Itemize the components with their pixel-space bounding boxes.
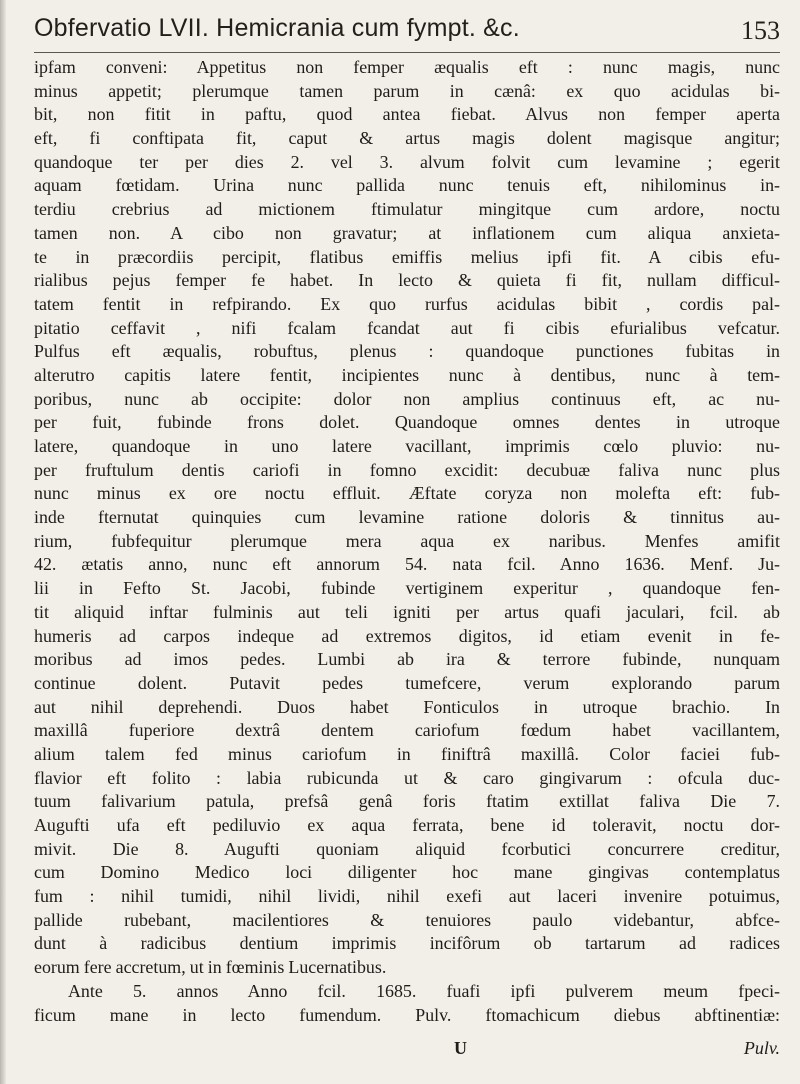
- text-line: mivit. Die 8. Augufti quoniam aliquid fcorbutici concurrere creditur,: [34, 838, 780, 859]
- text-line: dunt à radicibus dentium imprimis incifôrum ob tartarum ad radices: [34, 933, 780, 954]
- text-line: eorum fere accretum, ut in fœminis Lucernatibus.: [34, 957, 387, 978]
- page-footer: [34, 1038, 780, 1064]
- text-line: per fruftulum dentis cariofi in fomno excidit: decubuæ faliva nunc plus: [34, 459, 780, 480]
- text-line: ficum mane in lecto fumendum. Pulv. ftomachicum diebus abftinentiæ:: [34, 1004, 780, 1025]
- page-gutter-shadow: [0, 0, 6, 1084]
- text-line: fum : nihil tumidi, nihil lividi, nihil exefi aut laceri invenire potuimus,: [34, 886, 780, 907]
- text-line: pitatio ceffavit , nifi fcalam fcandat aut fi cibis efurialibus vefcatur.: [34, 317, 780, 338]
- text-line: flavior eft folito : labia rubicunda ut & caro gingivarum : ofcula duc-: [34, 767, 780, 788]
- text-line: tatem fentit in refpirando. Ex quo rurfus acidulas bibit , cordis pal-: [34, 293, 780, 314]
- page-header: [34, 10, 780, 53]
- body-text: [34, 56, 780, 1027]
- running-head: Obfervatio LVII. Hemicrania cum fympt. &c.: [34, 14, 520, 42]
- text-line: cum Domino Medico loci diligenter hoc mane gingivas contemplatus: [34, 862, 780, 883]
- text-line: nunc minus ex ore noctu effluit. Æftate coryza non molefta eft: fub-: [34, 483, 780, 504]
- text-line: Pulfus eft æqualis, robuftus, plenus : quandoque punctiones fubitas in: [34, 341, 780, 362]
- text-line: rialibus pejus femper fe habet. In lecto & quieta fi fit, nullam difficul-: [34, 270, 780, 291]
- text-line: quandoque ter per dies 2. vel 3. alvum folvit cum levamine ; egerit: [34, 151, 780, 172]
- text-line: humeris ad carpos indeque ad extremos digitos, id etiam evenit in fe-: [34, 625, 780, 646]
- text-line: rium, fubfequitur plerumque mera aqua ex naribus. Menfes amifit: [34, 530, 780, 551]
- text-line: aquam fœtidam. Urina nunc pallida nunc tenuis eft, nihilominus in-: [34, 175, 780, 196]
- text-line: pallide rubebant, macilentiores & tenuiores paulo videbantur, abfce-: [34, 909, 780, 930]
- text-line: inde fternutat quinquies cum levamine ratione doloris & tinnitus au-: [34, 507, 780, 528]
- text-line: tit aliquid inftar fulminis aut teli igniti per artus quafi jaculari, fcil. ab: [34, 601, 780, 622]
- text-line: Ante 5. annos Anno fcil. 1685. fuafi ipfi pulverem meum fpeci-: [68, 980, 780, 1001]
- text-line: tuum falivarium patula, prefsâ genâ foris ftatim extillat faliva Die 7.: [34, 791, 780, 812]
- catchword: Pulv.: [743, 1038, 780, 1058]
- text-line: ipfam conveni: Appetitus non femper æqualis eft : nunc magis, nunc: [34, 57, 780, 77]
- text-line: terdiu crebrius ad mictionem ftimulatur mingitque cum ardore, noctu: [34, 199, 780, 220]
- text-line: moribus ad imos pedes. Lumbi ab ira & terrore fubinde, nunquam: [34, 649, 780, 670]
- signature-mark: U: [454, 1038, 467, 1058]
- text-line: minus appetit; plerumque tamen parum in cænâ: ex quo acidulas bi-: [34, 80, 780, 101]
- text-line: tamen non. A cibo non gravatur; at inflationem cum aliqua anxieta-: [34, 222, 780, 243]
- text-line: latere, quandoque in uno latere vacillant, imprimis cœlo pluvio: nu-: [34, 436, 780, 456]
- text-line: alium talem fed minus cariofum in finiftrâ maxillâ. Color faciei fub-: [34, 743, 780, 764]
- text-line: eft, fi conftipata fit, caput & artus magis dolent magisque angitur;: [34, 128, 780, 149]
- text-line: bit, non fitit in paftu, quod antea fiebat. Alvus non femper aperta: [34, 104, 780, 125]
- text-line: aut nihil deprehendi. Duos habet Fonticulos in utroque brachio. In: [34, 696, 780, 717]
- page-number: 153: [741, 16, 780, 45]
- text-line: alterutro capitis latere fentit, incipientes nunc à dentibus, nunc à tem-: [34, 364, 780, 385]
- text-line: per fuit, fubinde frons dolet. Quandoque omnes dentes in utroque: [34, 412, 780, 433]
- text-line: te in præcordiis percipit, flatibus emiffis melius ipfi fit. A cibis efu-: [34, 246, 780, 267]
- text-line: Augufti ufa eft pediluvio ex aqua ferrata, bene id toleravit, noctu dor-: [34, 815, 780, 835]
- text-line: maxillâ fuperiore dextrâ dentem cariofum fœdum habet vacillantem,: [34, 720, 780, 741]
- text-line: 42. ætatis anno, nunc eft annorum 54. nata fcil. Anno 1636. Menf. Ju-: [34, 554, 780, 575]
- text-line: poribus, nunc ab occipite: dolor non amplius continuus eft, ac nu-: [34, 388, 780, 409]
- text-line: lii in Fefto St. Jacobi, fubinde vertiginem experitur , quandoque fen-: [34, 578, 780, 599]
- text-line: continue dolent. Putavit pedes tumefcere, verum explorando parum: [34, 672, 780, 693]
